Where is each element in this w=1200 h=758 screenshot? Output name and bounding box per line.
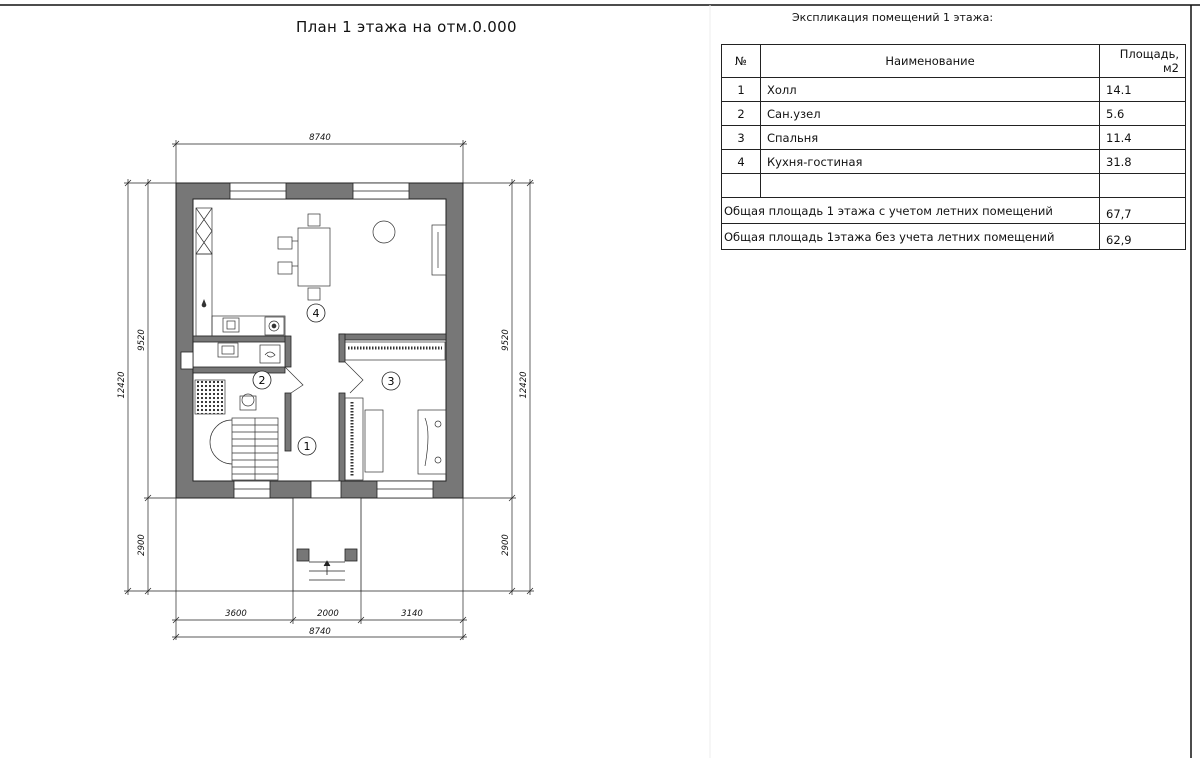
dim-left-part: 2900 (137, 534, 147, 556)
header-area: Площадь, м2 (1100, 45, 1186, 78)
row-num: 1 (722, 78, 761, 102)
row-area: 11.4 (1100, 126, 1186, 150)
total-value: 62,9 (1100, 224, 1186, 250)
dim-bottom-segment: 2000 (317, 609, 339, 619)
room-marker-1: 1 (303, 440, 311, 453)
total-value: 67,7 (1100, 198, 1186, 224)
dim-bottom-segment: 3600 (225, 609, 247, 619)
row-name: Спальня (761, 126, 1100, 150)
walls (176, 183, 463, 498)
dim-top-total: 8740 (309, 133, 331, 143)
row-area: 14.1 (1100, 78, 1186, 102)
dim-right-total: 12420 (519, 371, 529, 399)
dim-bottom-total: 8740 (309, 627, 331, 637)
room-marker-3: 3 (387, 375, 395, 388)
dim-right-part: 2900 (501, 534, 511, 556)
row-area: 5.6 (1100, 102, 1186, 126)
row-num: 3 (722, 126, 761, 150)
header-num: № (722, 45, 761, 78)
dim-bottom-segment: 3140 (401, 609, 423, 619)
plan-title: План 1 этажа на отм.0.000 (296, 18, 517, 36)
row-name: Кухня-гостиная (761, 150, 1100, 174)
total-label: Общая площадь 1 этажа с учетом летних помещений (722, 198, 1100, 224)
row-name: Сан.узел (761, 102, 1100, 126)
dim-right-part: 9520 (501, 329, 511, 351)
dim-left-part: 9520 (137, 329, 147, 351)
row-num: 2 (722, 102, 761, 126)
room-marker-2: 2 (258, 374, 266, 387)
total-label: Общая площадь 1этажа без учета летних помещений (722, 224, 1100, 250)
row-name: Холл (761, 78, 1100, 102)
explication-title: Экспликация помещений 1 этажа: (792, 11, 994, 24)
header-name: Наименование (761, 45, 1100, 78)
row-area: 31.8 (1100, 150, 1186, 174)
bedroom-fixtures (345, 342, 446, 480)
row-num: 4 (722, 150, 761, 174)
room-marker-4: 4 (312, 307, 320, 320)
dim-left-total: 12420 (117, 371, 127, 399)
staircase (210, 418, 278, 480)
